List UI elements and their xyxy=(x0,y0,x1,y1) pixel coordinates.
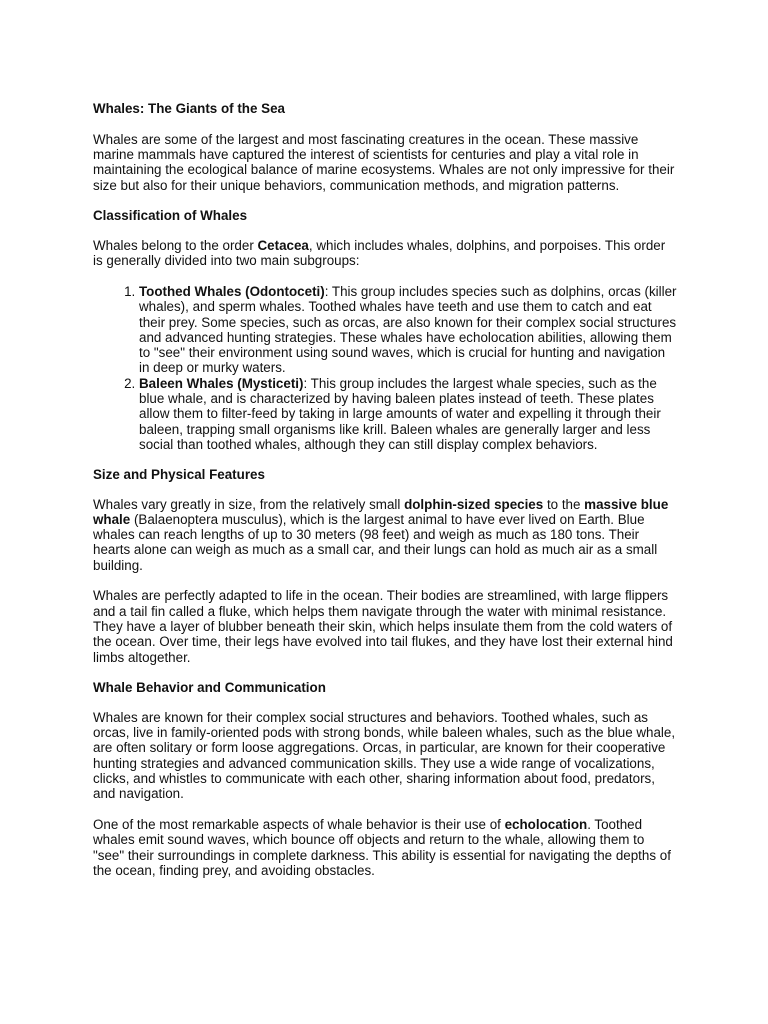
dolphin-sized-term: dolphin-sized species xyxy=(404,496,544,512)
size-text-e: (Balaenoptera musculus), which is the largest animal to have ever lived on Earth. Blue whales can reach lengths of up to 30 meters (98 feet) and weigh as much as 180 tons. Their hearts alone can weigh as much as a small car, and their lungs can hold as much air as a small building. xyxy=(93,511,658,573)
size-text-c: to the xyxy=(543,496,585,512)
size-paragraph-1 xyxy=(93,497,677,573)
toothed-whales-description: : This group includes species such as dolphins, orcas (killer whales), and sperm whales. Toothed whales have teeth and use them to catch and eat their prey. Some species, such as orcas, are also known for their complex social structures and advanced hunting strategies. These whales have echolocation abilities, allowing them to "see" their environment using sound waves, which is crucial for hunting and navigation in deep or murky waters. xyxy=(139,283,677,376)
cetacea-term: Cetacea xyxy=(257,238,309,254)
baleen-whales-term: Baleen Whales (Mysticeti) xyxy=(139,375,304,391)
document-title: Whales: The Giants of the Sea xyxy=(93,101,285,116)
classification-heading: Classification of Whales xyxy=(93,208,248,224)
behavior-paragraph-2 xyxy=(93,817,677,878)
classification-text-end: , which includes whales, dolphins, and porpoises. This order is generally divided into two main subgroups: xyxy=(93,238,666,269)
behavior-paragraph-1: Whales are known for their complex social structures and behaviors. Toothed whales, such as orcas, live in family-oriented pods with strong bonds, while baleen whales, such as the blue whale, are often solitary or form loose aggregations. Orcas, in particular, are known for their cooperative hunting strategies and advanced communication skills. They use a wide range of vocalizations, clicks, and whistles to communicate with each other, sharing information about food, predators, and navigation. xyxy=(93,709,676,802)
behavior-text-c: . Toothed whales emit sound waves, which bounce off objects and return to the whale, allowing them to "see" their surroundings in complete darkness. This ability is essential for navigating the depths of the ocean, finding prey, and avoiding obstacles. xyxy=(93,816,671,878)
echolocation-term: echolocation xyxy=(504,816,588,832)
size-heading: Size and Physical Features xyxy=(93,466,265,482)
baleen-whales-description: : This group includes the largest whale species, such as the blue whale, and is characterized by having baleen plates instead of teeth. These plates allow them to filter-feed by taking in large amounts of water and expelling it through their baleen, trapping small organisms like krill. Baleen whales are generally larger and less social than toothed whales, although they can still display complex behaviors. xyxy=(139,375,661,452)
list-item-toothed-whales xyxy=(139,284,677,376)
behavior-text-a: One of the most remarkable aspects of whale behavior is their use of xyxy=(93,816,505,832)
classification-paragraph xyxy=(93,238,677,269)
size-text-a: Whales vary greatly in size, from the relatively small xyxy=(93,496,405,512)
list-item-baleen-whales xyxy=(139,376,677,452)
document-page xyxy=(93,101,677,893)
massive-blue-whale-term: massive blue whale xyxy=(93,496,669,527)
intro-paragraph: Whales are some of the largest and most fascinating creatures in the ocean. These massive marine mammals have captured the interest of scientists for centuries and play a vital role in maintaining the ecological balance of marine ecosystems. Whales are not only impressive for their size but also for their unique behaviors, communication methods, and migration patterns. xyxy=(93,131,675,193)
behavior-heading: Whale Behavior and Communication xyxy=(93,680,326,696)
whale-subgroups-list xyxy=(93,284,677,452)
size-paragraph-2: Whales are perfectly adapted to life in the ocean. Their bodies are streamlined, with large flippers and a tail fin called a fluke, which helps them navigate through the water with minimal resistance. They have a layer of blubber beneath their skin, which helps insulate them from the cold waters of the ocean. Over time, their legs have evolved into tail flukes, and they have lost their external hind limbs altogether. xyxy=(93,588,673,665)
toothed-whales-term: Toothed Whales (Odontoceti) xyxy=(139,283,325,299)
classification-text-start: Whales belong to the order xyxy=(93,238,258,254)
